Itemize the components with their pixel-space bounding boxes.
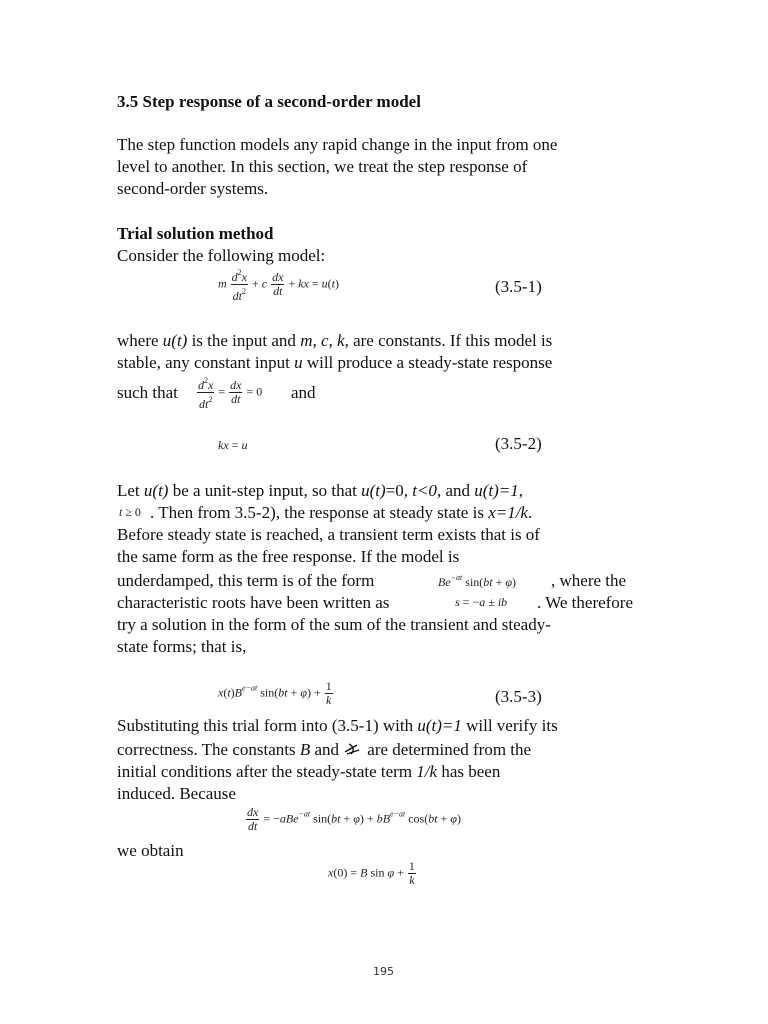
p3-line-2: . Then from 3.5-2), the response at steady state is x=1/k. bbox=[150, 503, 533, 522]
p3-line-6b: . We therefore bbox=[537, 593, 634, 612]
p3-line-4: the same form as the free response. If the model is bbox=[117, 547, 460, 566]
p4-line-2: correctness. The constants B and are determined from the bbox=[117, 740, 532, 759]
p3-line-6a: characteristic roots have been written as bbox=[117, 593, 390, 612]
t-geq-zero-math: t ≥ 0 bbox=[119, 505, 141, 519]
p4-line-3: initial conditions after the steady-state term 1/k has been bbox=[117, 762, 501, 781]
equation-number-3-5-1: (3.5-1) bbox=[495, 277, 542, 296]
equation-3-5-3: $x(t)B^{e-at}$ sin(bt + φ) + $\frac{1}{k}$ bbox=[218, 679, 332, 707]
p2-and: and bbox=[291, 383, 316, 402]
subheading: Trial solution method bbox=[117, 224, 274, 243]
we-obtain: we obtain bbox=[117, 841, 184, 860]
roots-math: s = −a ± ib bbox=[455, 595, 508, 609]
section-heading: 3.5 Step response of a second-order model bbox=[117, 92, 421, 111]
equation-number-3-5-2: (3.5-2) bbox=[495, 434, 542, 453]
p3-line-5b: , where the bbox=[551, 571, 627, 590]
p2-line-2: stable, any constant input u will produce a steady-state response bbox=[117, 353, 553, 372]
intro-line-2: level to another. In this section, we treat the step response of bbox=[117, 157, 528, 176]
p2-line-3-label: such that bbox=[117, 383, 178, 402]
equation-3-5-1: m $\frac{d^2x}{dt^2}$ + c $\frac{dx}{dt}$ + kx = u(t) bbox=[218, 268, 339, 303]
derivative-equation: $\frac{dx}{dt}$ = −aBe$^{-at}$ $\sin(bt + \varphi) + bB^{e-at}$ cos(bt + φ) bbox=[247, 805, 461, 833]
intro-line-3: second-order systems. bbox=[117, 179, 269, 198]
p3-line-1: Let u(t) be a unit-step input, so that u(t)=0, t<0, and u(t)=1, bbox=[117, 481, 524, 500]
initial-condition-equation: x(0) = B sin φ + $\frac{1}{k}$ bbox=[328, 859, 415, 887]
transient-form-math: $Be^{-at}$ sin(bt + φ) bbox=[438, 573, 517, 589]
p4-line-4: induced. Because bbox=[117, 784, 236, 803]
p4-line-1: Substituting this trial form into (3.5-1) with u(t)=1 will verify its bbox=[117, 716, 558, 735]
p3-line-7: try a solution in the form of the sum of the transient and steady- bbox=[117, 615, 551, 634]
p3-line-3: Before steady state is reached, a transient term exists that is of bbox=[117, 525, 540, 544]
equation-3-5-2: kx = u bbox=[218, 438, 248, 452]
p3-line-8: state forms; that is, bbox=[117, 637, 247, 656]
phi-symbol bbox=[343, 739, 367, 761]
intro-line-1: The step function models any rapid change in the input from one bbox=[117, 135, 558, 154]
p3-line-5a: underdamped, this term is of the form bbox=[117, 571, 375, 590]
equation-number-3-5-3: (3.5-3) bbox=[495, 687, 542, 706]
page-number: 195 bbox=[373, 965, 394, 978]
steady-state-condition-equation: $\frac{d^2x}{dt^2}$ = $\frac{dx}{dt}$ = 0 bbox=[198, 376, 263, 411]
consider-line: Consider the following model: bbox=[117, 246, 326, 265]
p2-line-1: where u(t) is the input and m, c, k, are constants. If this model is bbox=[117, 331, 553, 350]
